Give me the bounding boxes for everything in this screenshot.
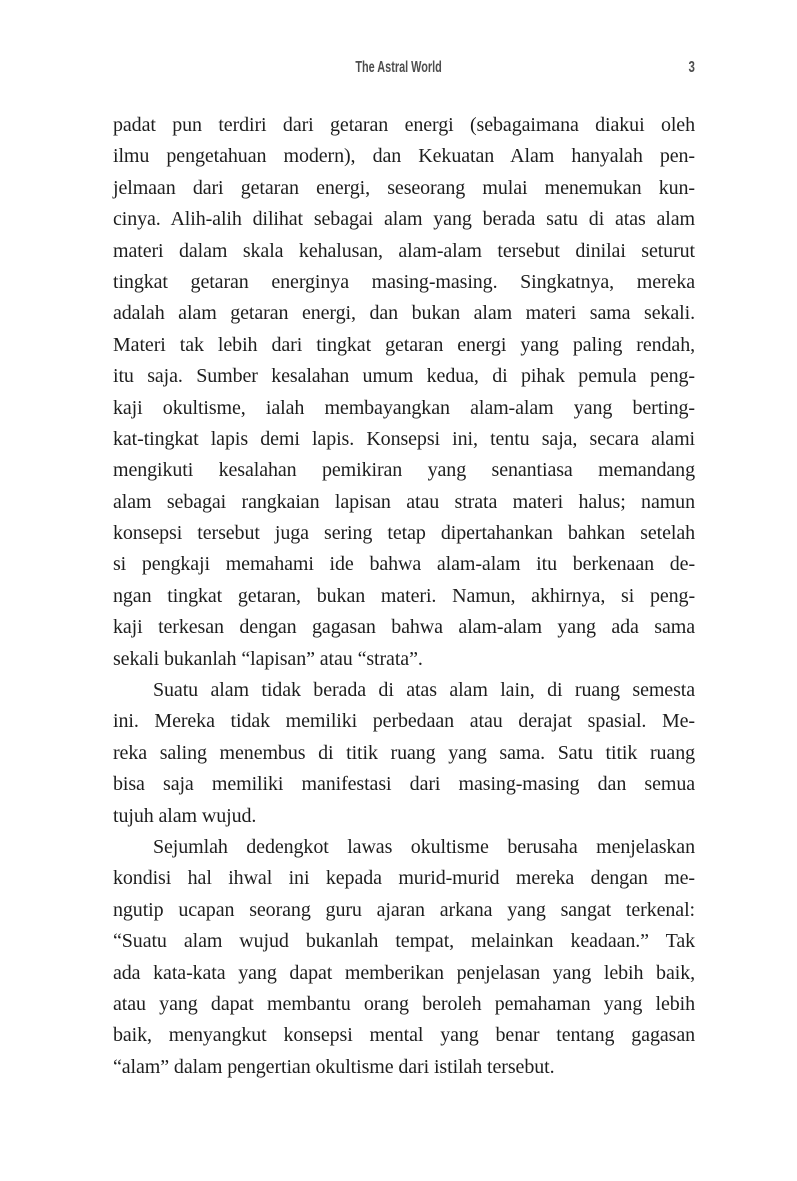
text-line: ada kata-kata yang dapat memberikan penjelasan yang lebih baik, (113, 961, 695, 984)
text-line: “alam” dalam pengertian okultisme dari istilah tersebut. (113, 1055, 555, 1078)
text-line: tingkat getaran energinya masing-masing. Singkatnya, mereka (113, 270, 695, 293)
text-line: sekali bukanlah “lapisan” atau “strata”. (113, 647, 423, 670)
text-line: itu saja. Sumber kesalahan umum kedua, di pihak pemula peng- (113, 365, 695, 388)
text-line: ngan tingkat getaran, bukan materi. Namun, akhirnya, si peng- (113, 584, 695, 607)
text-line: Sejumlah dedengkot lawas okultisme berusaha menjelaskan (153, 835, 695, 858)
text-line: mengikuti kesalahan pemikiran yang senantiasa memandang (113, 459, 695, 482)
text-line: alam sebagai rangkaian lapisan atau strata materi halus; namun (113, 490, 695, 513)
text-line: si pengkaji memahami ide bahwa alam-alam itu berkenaan de- (113, 553, 695, 576)
text-line: kondisi hal ihwal ini kepada murid-murid mereka dengan me- (113, 867, 695, 890)
text-line: ilmu pengetahuan modern), dan Kekuatan Alam hanyalah pen- (113, 145, 695, 168)
text-line: materi dalam skala kehalusan, alam-alam tersebut dinilai seturut (113, 239, 695, 262)
text-line: reka saling menembus di titik ruang yang sama. Satu titik ruang (113, 741, 695, 764)
running-head (0, 59, 797, 77)
page-number-value: 3 (688, 59, 695, 76)
text-line: ngutip ucapan seorang guru ajaran arkana yang sangat terkenal: (113, 898, 695, 921)
text-line: kat-tingkat lapis demi lapis. Konsepsi ini, tentu saja, secara alami (113, 427, 695, 450)
text-line: konsepsi tersebut juga sering tetap dipertahankan bahkan setelah (113, 522, 695, 545)
text-line: baik, menyangkut konsepsi mental yang benar tentang gagasan (113, 1024, 695, 1047)
text-line: tujuh alam wujud. (113, 804, 257, 827)
text-line: adalah alam getaran energi, dan bukan alam materi sama sekali. (113, 302, 695, 325)
text-line: Suatu alam tidak berada di atas alam lain, di ruang semesta (153, 679, 695, 702)
text-line: ini. Mereka tidak memiliki perbedaan atau derajat spasial. Me- (113, 710, 695, 733)
text-line: atau yang dapat membantu orang beroleh pemahaman yang lebih (113, 992, 695, 1015)
text-line: “Suatu alam wujud bukanlah tempat, melainkan keadaan.” Tak (113, 930, 695, 953)
text-line: cinya. Alih-alih dilihat sebagai alam yang berada satu di atas alam (113, 208, 695, 231)
page-number (686, 59, 695, 77)
text-line: bisa saja memiliki manifestasi dari masing-masing dan semua (113, 773, 695, 796)
running-head-title: The Astral World (355, 59, 442, 76)
text-line: kaji terkesan dengan gagasan bahwa alam-alam yang ada sama (113, 616, 695, 639)
body-text (113, 110, 695, 1083)
text-line: kaji okultisme, ialah membayangkan alam-alam yang berting- (113, 396, 695, 419)
text-line: jelmaan dari getaran energi, seseorang mulai menemukan kun- (113, 176, 695, 199)
text-line: padat pun terdiri dari getaran energi (sebagaimana diakui oleh (113, 114, 695, 136)
text-line: Materi tak lebih dari tingkat getaran energi yang paling rendah, (113, 333, 695, 356)
